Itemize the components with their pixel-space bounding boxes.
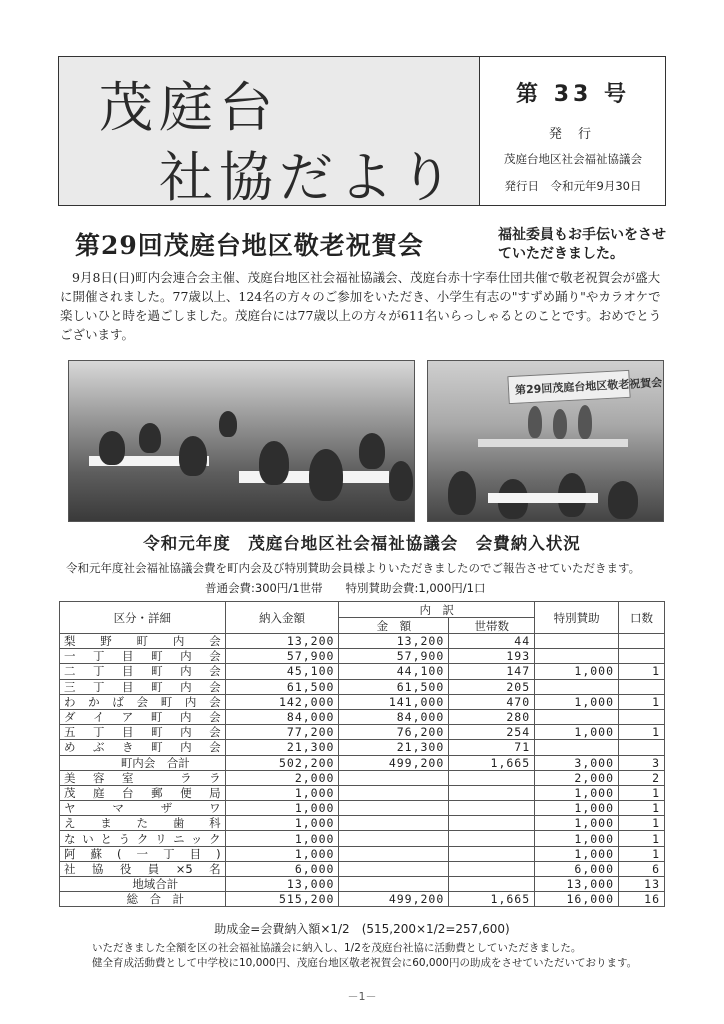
article-headline: 第29回茂庭台地区敬老祝賀会 (75, 231, 424, 260)
col-header-households: 世帯数 (449, 618, 535, 634)
cell-special (535, 649, 619, 664)
cell-kingaku (339, 801, 449, 816)
cell-name: 三丁目町内会 (60, 679, 226, 694)
col-header-amount: 納入金額 (225, 602, 339, 634)
cell-kingaku (339, 846, 449, 861)
cell-special: 1,000 (535, 801, 619, 816)
logo-title-line2: 社協だより (159, 146, 459, 209)
cell-kingaku: 76,200 (339, 725, 449, 740)
cell-units: 6 (619, 861, 665, 876)
cell-special (535, 679, 619, 694)
cell-kingaku: 84,000 (339, 709, 449, 724)
cell-kingaku (339, 816, 449, 831)
cell-kingaku: 499,200 (339, 892, 449, 907)
cell-special: 1,000 (535, 831, 619, 846)
dues-fee-rates: 普通会費:300円/1世帯 特別賛助会費:1,000円/1口 (205, 581, 486, 595)
table-row (60, 861, 665, 876)
table-row (60, 785, 665, 800)
cell-name: 町内会 合計 (60, 755, 226, 770)
cell-name: ダイア町内会 (60, 709, 226, 724)
cell-units (619, 679, 665, 694)
footer-note-1: いただきました全額を区の社会福祉協議会に納入し、1/2を茂庭台社協に活動費としていただきました。 (92, 942, 582, 954)
cell-units: 16 (619, 892, 665, 907)
cell-amount: 502,200 (225, 755, 339, 770)
cell-units: 1 (619, 816, 665, 831)
cell-households: 254 (449, 725, 535, 740)
cell-name: 地域合計 (60, 877, 226, 892)
table-row (60, 770, 665, 785)
cell-name: 一丁目町内会 (60, 649, 226, 664)
cell-amount: 61,500 (225, 679, 339, 694)
cell-name: 二丁目町内会 (60, 664, 226, 679)
cell-special: 1,000 (535, 816, 619, 831)
cell-kingaku: 61,500 (339, 679, 449, 694)
col-header-breakdown: 内 訳 (339, 602, 535, 618)
issue-date: 発行日 令和元年9月30日 (504, 179, 642, 193)
cell-special: 3,000 (535, 755, 619, 770)
cell-units: 1 (619, 785, 665, 800)
cell-name: 五丁目町内会 (60, 725, 226, 740)
cell-special (535, 740, 619, 755)
cell-special (535, 709, 619, 724)
cell-special: 1,000 (535, 664, 619, 679)
cell-households (449, 785, 535, 800)
cell-amount: 1,000 (225, 831, 339, 846)
cell-amount: 57,900 (225, 649, 339, 664)
table-row (60, 709, 665, 724)
cell-households: 44 (449, 634, 535, 649)
page-number: －1－ (347, 990, 377, 1003)
cell-special (535, 634, 619, 649)
col-header-category: 区分・詳細 (60, 602, 226, 634)
table-row (60, 679, 665, 694)
cell-special: 1,000 (535, 846, 619, 861)
masthead (58, 56, 666, 209)
cell-kingaku (339, 770, 449, 785)
cell-name: 総 合 計 (60, 892, 226, 907)
cell-households: 71 (449, 740, 535, 755)
cell-units (619, 740, 665, 755)
cell-households: 193 (449, 649, 535, 664)
cell-special: 2,000 (535, 770, 619, 785)
table-row (60, 831, 665, 846)
cell-households: 470 (449, 694, 535, 709)
table-row (60, 725, 665, 740)
table-row (60, 694, 665, 709)
footer-note-2: 健全育成活動費として中学校に10,000円、茂庭台地区敬老祝賀会に60,000円の助成をさせていただいております。 (92, 957, 638, 969)
cell-name: 梨野町内会 (60, 634, 226, 649)
cell-units (619, 634, 665, 649)
stage-performance-photo (427, 360, 664, 522)
cell-households (449, 861, 535, 876)
table-row (60, 892, 665, 907)
cell-amount: 13,000 (225, 877, 339, 892)
cell-amount: 2,000 (225, 770, 339, 785)
cell-households (449, 801, 535, 816)
cell-amount: 142,000 (225, 694, 339, 709)
dues-table-note: 令和元年度社会福祉協議会費を町内会及び特別賛助会員様よりいただきましたのでご報告させていただきます。 (66, 561, 641, 575)
masthead-logo (59, 57, 480, 209)
cell-amount: 13,200 (225, 634, 339, 649)
cell-kingaku: 499,200 (339, 755, 449, 770)
cell-amount: 1,000 (225, 816, 339, 831)
cell-households: 1,665 (449, 892, 535, 907)
cell-amount: 45,100 (225, 664, 339, 679)
cell-households (449, 877, 535, 892)
dues-table-title: 令和元年度 茂庭台地区社会福祉協議会 会費納入状況 (143, 534, 581, 553)
cell-name: 茂庭台郵便局 (60, 785, 226, 800)
cell-special: 1,000 (535, 725, 619, 740)
cell-kingaku (339, 877, 449, 892)
issue-number: 第 33 号 (516, 82, 630, 107)
cell-kingaku: 57,900 (339, 649, 449, 664)
table-row (60, 801, 665, 816)
cell-kingaku: 21,300 (339, 740, 449, 755)
party-hall-photo (68, 360, 415, 522)
cell-kingaku (339, 831, 449, 846)
cell-units (619, 649, 665, 664)
cell-name: 社協役員×5名 (60, 861, 226, 876)
cell-units: 1 (619, 831, 665, 846)
cell-units: 1 (619, 694, 665, 709)
table-row (60, 740, 665, 755)
cell-households (449, 770, 535, 785)
cell-units: 1 (619, 664, 665, 679)
cell-kingaku (339, 785, 449, 800)
cell-amount: 21,300 (225, 740, 339, 755)
cell-households: 147 (449, 664, 535, 679)
article-intro: 9月8日(日)町内会連合会主催、茂庭台地区社会福祉協議会、茂庭台赤十字奉仕団共催で敬老祝賀会が盛大に開催されました。77歳以上、124名の方々のご参加をいただき、小学生有志の"すずめ踊り"やカラオケで楽しいひと時を過ごしました。茂庭台には77歳以上の方々が611名いらっしゃるとのことです。おめでとうございます。 (60, 270, 662, 342)
cell-kingaku: 141,000 (339, 694, 449, 709)
table-row (60, 649, 665, 664)
cell-name: めぶき町内会 (60, 740, 226, 755)
issue-info (481, 57, 665, 205)
article-subheadline: 福祉委員もお手伝いをさせていただきました。 (498, 227, 666, 262)
cell-households: 205 (449, 679, 535, 694)
cell-amount: 6,000 (225, 861, 339, 876)
cell-kingaku: 44,100 (339, 664, 449, 679)
dues-table (59, 601, 665, 907)
cell-name: 阿蘇(一丁目) (60, 846, 226, 861)
table-row (60, 816, 665, 831)
cell-units: 3 (619, 755, 665, 770)
cell-units: 1 (619, 801, 665, 816)
cell-name: ないとうクリニック (60, 831, 226, 846)
cell-households (449, 831, 535, 846)
col-header-units: 口数 (619, 602, 665, 634)
table-row (60, 846, 665, 861)
cell-amount: 1,000 (225, 785, 339, 800)
col-header-kingaku: 金 額 (339, 618, 449, 634)
cell-amount: 1,000 (225, 846, 339, 861)
grant-formula: 助成金=会費納入額×1/2 (515,200×1/2=257,600) (214, 922, 510, 936)
cell-amount: 77,200 (225, 725, 339, 740)
cell-amount: 84,000 (225, 709, 339, 724)
cell-name: わかば会町内会 (60, 694, 226, 709)
cell-special: 6,000 (535, 861, 619, 876)
publisher-label: 発 行 (548, 127, 598, 142)
event-banner (507, 370, 663, 404)
cell-units: 1 (619, 725, 665, 740)
cell-units (619, 709, 665, 724)
cell-households: 280 (449, 709, 535, 724)
cell-name: 美容室 ララ (60, 770, 226, 785)
cell-name: ヤマザワ (60, 801, 226, 816)
cell-special: 16,000 (535, 892, 619, 907)
event-banner-text: 第29回茂庭台地区敬老祝賀会 (514, 376, 663, 397)
cell-amount: 1,000 (225, 801, 339, 816)
cell-amount: 515,200 (225, 892, 339, 907)
table-row (60, 634, 665, 649)
cell-units: 13 (619, 877, 665, 892)
cell-special: 1,000 (535, 785, 619, 800)
cell-kingaku: 13,200 (339, 634, 449, 649)
logo-title-line1: 茂庭台 (99, 76, 279, 139)
table-row (60, 877, 665, 892)
cell-name: えまた歯科 (60, 816, 226, 831)
cell-kingaku (339, 861, 449, 876)
cell-units: 2 (619, 770, 665, 785)
cell-households: 1,665 (449, 755, 535, 770)
cell-special: 1,000 (535, 694, 619, 709)
publisher-name: 茂庭台地区社会福祉協議会 (504, 152, 642, 166)
col-header-special: 特別賛助 (535, 602, 619, 634)
table-row (60, 755, 665, 770)
cell-units: 1 (619, 846, 665, 861)
cell-special: 13,000 (535, 877, 619, 892)
cell-households (449, 816, 535, 831)
table-row (60, 664, 665, 679)
dues-table-body (60, 634, 665, 907)
cell-households (449, 846, 535, 861)
